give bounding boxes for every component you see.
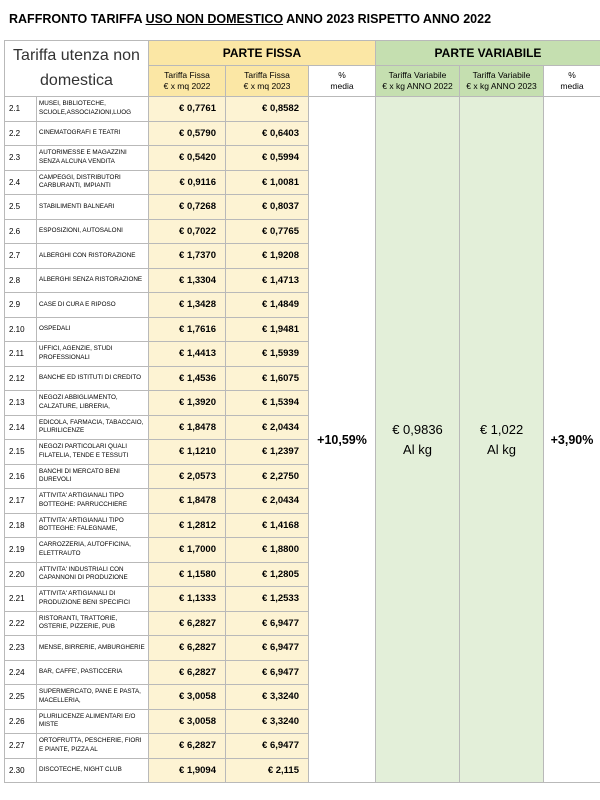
row-fissa-2023: € 1,8800 — [226, 538, 309, 563]
header-perc-l2: media — [330, 81, 354, 91]
row-code: 2.11 — [5, 342, 37, 367]
row-fissa-2022: € 1,8478 — [149, 489, 226, 514]
row-fissa-2023: € 1,6075 — [226, 366, 309, 391]
row-fissa-2022: € 1,3304 — [149, 268, 226, 293]
header-var-2023 — [460, 66, 544, 97]
row-fissa-2022: € 6,2827 — [149, 636, 226, 661]
row-description: ESPOSIZIONI, AUTOSALONI — [37, 219, 149, 244]
row-code: 2.22 — [5, 611, 37, 636]
row-code: 2.26 — [5, 709, 37, 734]
row-fissa-2022: € 1,3920 — [149, 391, 226, 416]
variabile-2023-unit: Al kg — [487, 441, 516, 457]
row-code: 2.4 — [5, 170, 37, 195]
variabile-2023-value: € 1,022 — [479, 422, 524, 437]
row-description: STABILIMENTI BALNEARI — [37, 195, 149, 220]
row-description: ORTOFRUTTA, PESCHERIE, FIORI E PIANTE, PIZZA AL — [37, 734, 149, 759]
row-fissa-2023: € 6,9477 — [226, 636, 309, 661]
header-parte-variabile: PARTE VARIABILE — [376, 41, 600, 66]
variabile-media-percent: +3,90% — [544, 97, 600, 783]
row-fissa-2023: € 1,2397 — [226, 440, 309, 465]
row-code: 2.9 — [5, 293, 37, 318]
row-code: 2.25 — [5, 685, 37, 710]
row-description: MUSEI, BIBLIOTECHE, SCUOLE,ASSOCIAZIONI,LUOG — [37, 97, 149, 122]
row-fissa-2022: € 1,2812 — [149, 513, 226, 538]
row-description: ATTIVITA' ARTIGIANALI TIPO BOTTEGHE: PARRUCCHIERE — [37, 489, 149, 514]
row-code: 2.13 — [5, 391, 37, 416]
row-fissa-2023: € 2,0434 — [226, 489, 309, 514]
row-code: 2.30 — [5, 758, 37, 783]
row-fissa-2023: € 1,5939 — [226, 342, 309, 367]
row-fissa-2022: € 1,7370 — [149, 244, 226, 269]
row-fissa-2022: € 0,7761 — [149, 97, 226, 122]
variabile-2023-cell — [460, 97, 544, 783]
title-part2: ANNO 2023 RISPETTO ANNO 2022 — [283, 12, 492, 26]
variabile-2022-value: € 0,9836 — [392, 422, 443, 437]
header-perc-fissa — [309, 66, 376, 97]
row-fissa-2022: € 1,3428 — [149, 293, 226, 318]
header-perc-var — [544, 66, 600, 97]
row-description: ATTIVITA' ARTIGIANALI TIPO BOTTEGHE: FALEGNAME, — [37, 513, 149, 538]
row-code: 2.5 — [5, 195, 37, 220]
row-code: 2.15 — [5, 440, 37, 465]
row-code: 2.2 — [5, 121, 37, 146]
fissa-media-percent: +10,59% — [309, 97, 376, 783]
header-fissa-2022 — [149, 66, 226, 97]
row-fissa-2023: € 1,4168 — [226, 513, 309, 538]
row-fissa-2023: € 1,5394 — [226, 391, 309, 416]
row-description: ALBERGHI CON RISTORAZIONE — [37, 244, 149, 269]
row-fissa-2023: € 1,4713 — [226, 268, 309, 293]
row-fissa-2023: € 3,3240 — [226, 685, 309, 710]
page-title — [9, 12, 491, 26]
row-fissa-2022: € 6,2827 — [149, 734, 226, 759]
header-parte-fissa: PARTE FISSA — [149, 41, 376, 66]
row-fissa-2023: € 6,9477 — [226, 660, 309, 685]
title-underlined: USO NON DOMESTICO — [145, 12, 284, 26]
header-tariffa-line1: Tariffa utenza non — [13, 46, 140, 64]
row-fissa-2022: € 2,0573 — [149, 464, 226, 489]
row-fissa-2023: € 1,2533 — [226, 587, 309, 612]
row-fissa-2023: € 1,4849 — [226, 293, 309, 318]
row-fissa-2022: € 3,0058 — [149, 685, 226, 710]
row-code: 2.7 — [5, 244, 37, 269]
row-fissa-2022: € 1,1210 — [149, 440, 226, 465]
row-code: 2.27 — [5, 734, 37, 759]
row-fissa-2022: € 0,5420 — [149, 146, 226, 171]
row-fissa-2022: € 0,7022 — [149, 219, 226, 244]
row-fissa-2023: € 2,0434 — [226, 415, 309, 440]
row-description: EDICOLA, FARMACIA, TABACCAIO, PLURILICENZE — [37, 415, 149, 440]
row-fissa-2022: € 0,7268 — [149, 195, 226, 220]
row-description: BAR, CAFFE', PASTICCERIA — [37, 660, 149, 685]
row-fissa-2023: € 0,6403 — [226, 121, 309, 146]
row-code: 2.17 — [5, 489, 37, 514]
header-var-2022-l2: € x kg ANNO 2022 — [382, 81, 453, 91]
row-fissa-2022: € 0,9116 — [149, 170, 226, 195]
header-fissa-2023-l1: Tariffa Fissa — [244, 69, 290, 80]
row-fissa-2022: € 1,7616 — [149, 317, 226, 342]
row-code: 2.24 — [5, 660, 37, 685]
row-code: 2.1 — [5, 97, 37, 122]
row-fissa-2022: € 6,2827 — [149, 660, 226, 685]
row-fissa-2022: € 1,1580 — [149, 562, 226, 587]
row-description: OSPEDALI — [37, 317, 149, 342]
header-var-2022-l1: Tariffa Variabile — [388, 69, 447, 80]
row-description: BANCHI DI MERCATO BENI DUREVOLI — [37, 464, 149, 489]
row-fissa-2022: € 1,9094 — [149, 758, 226, 783]
row-description: UFFICI, AGENZIE, STUDI PROFESSIONALI — [37, 342, 149, 367]
row-description: AUTORIMESSE E MAGAZZINI SENZA ALCUNA VENDITA — [37, 146, 149, 171]
row-fissa-2023: € 0,8582 — [226, 97, 309, 122]
row-code: 2.21 — [5, 587, 37, 612]
row-code: 2.19 — [5, 538, 37, 563]
row-code: 2.6 — [5, 219, 37, 244]
header-tariffa-line2: domestica — [40, 71, 113, 89]
row-code: 2.3 — [5, 146, 37, 171]
row-description: MENSE, BIRRERIE, AMBURGHERIE — [37, 636, 149, 661]
row-fissa-2022: € 1,8478 — [149, 415, 226, 440]
row-code: 2.23 — [5, 636, 37, 661]
row-fissa-2023: € 1,2805 — [226, 562, 309, 587]
row-fissa-2022: € 1,4536 — [149, 366, 226, 391]
variabile-2022-unit: Al kg — [403, 441, 432, 457]
row-fissa-2023: € 1,9208 — [226, 244, 309, 269]
row-code: 2.14 — [5, 415, 37, 440]
header-tariffa — [5, 41, 149, 97]
row-description: DISCOTECHE, NIGHT CLUB — [37, 758, 149, 783]
header-fissa-2022-l2: € x mq 2022 — [163, 81, 211, 91]
row-fissa-2022: € 3,0058 — [149, 709, 226, 734]
row-description: RISTORANTI, TRATTORIE, OSTERIE, PIZZERIE, PUB — [37, 611, 149, 636]
title-part1: RAFFRONTO TARIFFA — [9, 12, 146, 26]
header-var-2022 — [376, 66, 460, 97]
header-fissa-2023-l2: € x mq 2023 — [243, 81, 291, 91]
row-fissa-2023: € 0,7765 — [226, 219, 309, 244]
row-description: CARROZZERIA, AUTOFFICINA, ELETTRAUTO — [37, 538, 149, 563]
header-perc2-l1: % — [568, 69, 576, 80]
row-description: CASE DI CURA E RIPOSO — [37, 293, 149, 318]
row-description: SUPERMERCATO, PANE E PASTA, MACELLERIA, — [37, 685, 149, 710]
row-fissa-2023: € 3,3240 — [226, 709, 309, 734]
header-fissa-2022-l1: Tariffa Fissa — [164, 69, 210, 80]
row-fissa-2023: € 6,9477 — [226, 611, 309, 636]
row-fissa-2023: € 2,115 — [226, 758, 309, 783]
row-description: ATTIVITA' ARTIGIANALI DI PRODUZIONE BENI SPECIFICI — [37, 587, 149, 612]
header-perc-l1: % — [338, 69, 346, 80]
header-fissa-2023 — [226, 66, 309, 97]
row-description: NEGOZI PARTICOLARI QUALI FILATELIA, TENDE E TESSUTI — [37, 440, 149, 465]
row-description: ALBERGHI SENZA RISTORAZIONE — [37, 268, 149, 293]
row-fissa-2023: € 0,8037 — [226, 195, 309, 220]
row-description: CAMPEGGI, DISTRIBUTORI CARBURANTI, IMPIANTI — [37, 170, 149, 195]
row-fissa-2022: € 1,7000 — [149, 538, 226, 563]
row-fissa-2023: € 1,9481 — [226, 317, 309, 342]
row-description: CINEMATOGRAFI E TEATRI — [37, 121, 149, 146]
row-description: PLURILICENZE ALIMENTARI E/O MISTE — [37, 709, 149, 734]
row-fissa-2022: € 1,4413 — [149, 342, 226, 367]
tariff-table — [4, 40, 600, 783]
header-var-2023-l1: Tariffa Variabile — [472, 69, 531, 80]
row-fissa-2022: € 0,5790 — [149, 121, 226, 146]
row-description: ATTIVITA' INDUSTRIALI CON CAPANNONI DI PRODUZIONE — [37, 562, 149, 587]
variabile-2022-cell — [376, 97, 460, 783]
row-code: 2.20 — [5, 562, 37, 587]
row-description: BANCHE ED ISTITUTI DI CREDITO — [37, 366, 149, 391]
table-row — [5, 97, 600, 122]
header-var-2023-l2: € x kg ANNO 2023 — [466, 81, 537, 91]
row-fissa-2023: € 1,0081 — [226, 170, 309, 195]
row-fissa-2022: € 6,2827 — [149, 611, 226, 636]
row-fissa-2023: € 0,5994 — [226, 146, 309, 171]
row-fissa-2022: € 1,1333 — [149, 587, 226, 612]
row-code: 2.10 — [5, 317, 37, 342]
row-code: 2.12 — [5, 366, 37, 391]
row-fissa-2023: € 2,2750 — [226, 464, 309, 489]
row-fissa-2023: € 6,9477 — [226, 734, 309, 759]
row-code: 2.8 — [5, 268, 37, 293]
header-perc2-l2: media — [560, 81, 584, 91]
row-code: 2.16 — [5, 464, 37, 489]
row-code: 2.18 — [5, 513, 37, 538]
row-description: NEGOZI ABBIGLIAMENTO, CALZATURE, LIBRERIA, — [37, 391, 149, 416]
